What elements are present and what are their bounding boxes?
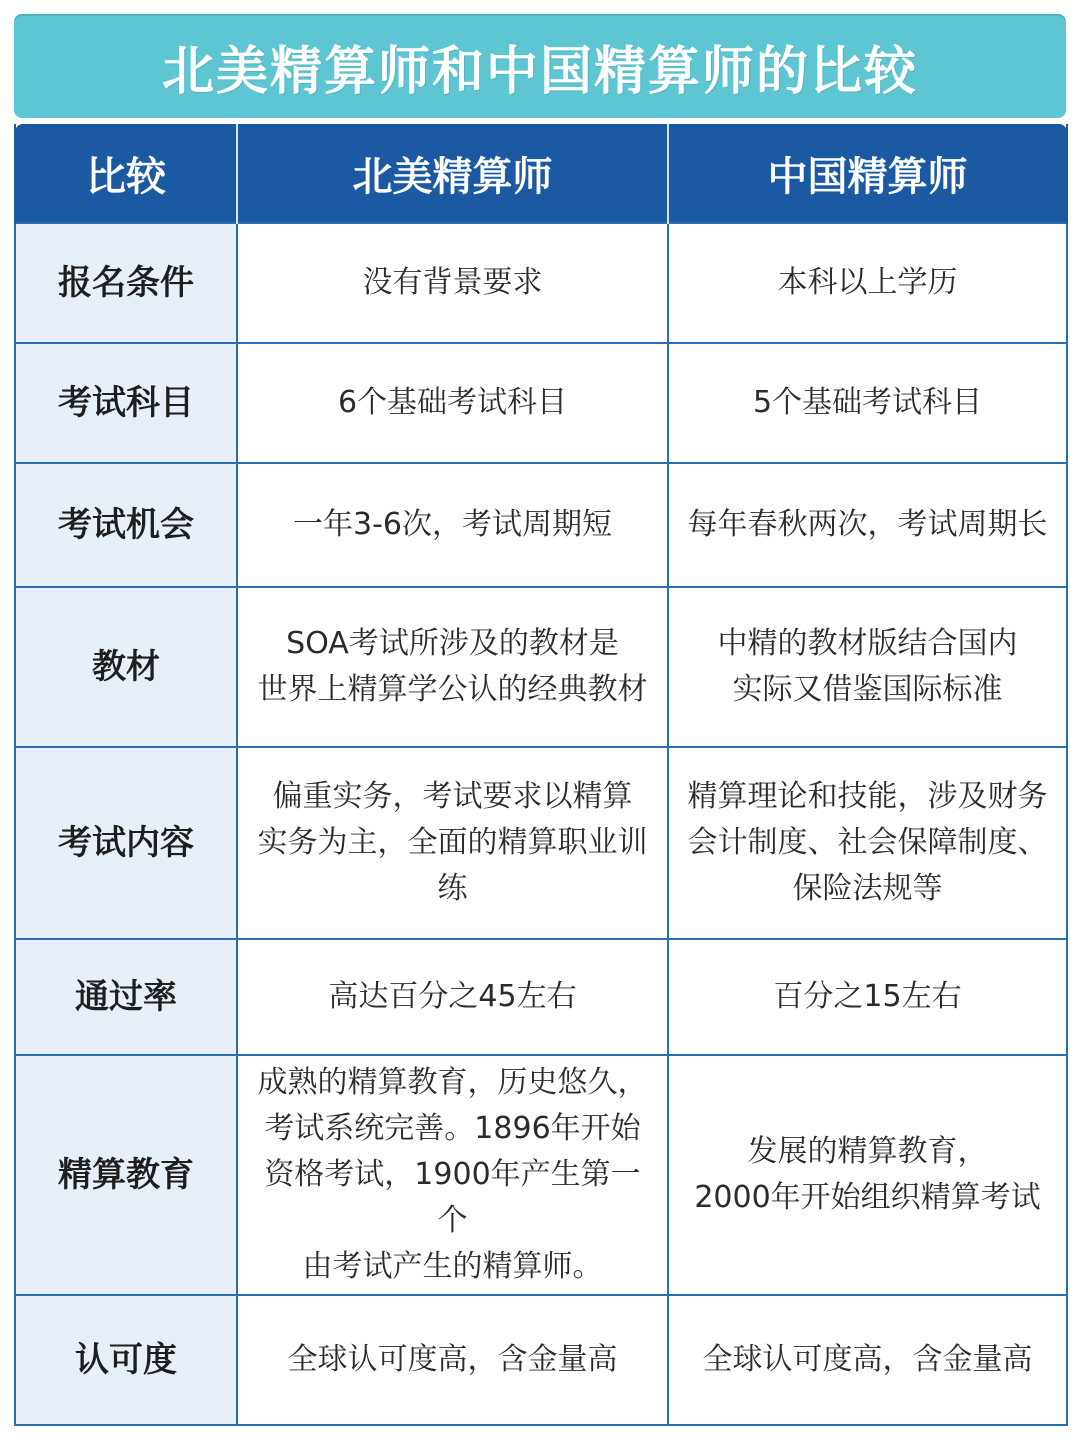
table-row — [15, 343, 1067, 463]
row-label: 教材 — [15, 587, 237, 747]
cell-text-line: 成熟的精算教育，历史悠久， — [257, 1065, 648, 1100]
cell-text-line: 6个基础考试科目 — [337, 385, 568, 420]
page-title: 北美精算师和中国精算师的比较 — [161, 41, 918, 102]
cell-china — [668, 1295, 1067, 1425]
cell-china — [668, 343, 1067, 463]
cell-text-line: 世界上精算学公认的经典教材 — [257, 672, 648, 707]
cell-text-line: 实务为主，全面的精算职业训练 — [257, 825, 648, 906]
cell-china — [668, 463, 1067, 587]
table-row — [15, 1055, 1067, 1295]
row-label: 报名条件 — [15, 223, 237, 343]
cell-text-line: 保险法规等 — [792, 871, 943, 906]
cell-text-line: 发展的精算教育， — [747, 1134, 988, 1169]
cell-text-line: 5个基础考试科目 — [752, 385, 983, 420]
cell-text-line: 全球认可度高，含金量高 — [287, 1342, 618, 1377]
cell-china — [668, 1055, 1067, 1295]
cell-text-line: 精算理论和技能，涉及财务 — [687, 779, 1048, 814]
cell-text-line: SOA考试所涉及的教材是 — [286, 626, 619, 661]
cell-north-america — [237, 747, 668, 939]
row-label: 精算教育 — [15, 1055, 237, 1295]
cell-north-america — [237, 939, 668, 1055]
cell-north-america — [237, 1055, 668, 1295]
cell-text-line: 每年春秋两次，考试周期长 — [687, 507, 1048, 542]
comparison-table-wrapper — [14, 124, 1066, 1422]
header-compare: 比较 — [15, 124, 237, 223]
table-row — [15, 463, 1067, 587]
table-row — [15, 1295, 1067, 1425]
cell-north-america — [237, 343, 668, 463]
comparison-table — [14, 124, 1068, 1426]
cell-china — [668, 939, 1067, 1055]
cell-text-line: 本科以上学历 — [777, 265, 958, 300]
table-header-row — [15, 124, 1067, 223]
cell-north-america — [237, 223, 668, 343]
cell-text-line: 全球认可度高，含金量高 — [702, 1342, 1033, 1377]
table-body — [15, 223, 1067, 1425]
cell-text-line: 没有背景要求 — [362, 265, 543, 300]
cell-text-line: 资格考试，1900年产生第一个 — [264, 1157, 641, 1238]
cell-china — [668, 223, 1067, 343]
cell-text-line: 由考试产生的精算师。 — [302, 1249, 603, 1284]
cell-china — [668, 747, 1067, 939]
cell-text-line: 一年3-6次，考试周期短 — [293, 507, 612, 542]
row-label: 认可度 — [15, 1295, 237, 1425]
header-north-america: 北美精算师 — [237, 124, 668, 223]
table-row — [15, 747, 1067, 939]
table-row — [15, 587, 1067, 747]
cell-north-america — [237, 463, 668, 587]
cell-text-line: 高达百分之45左右 — [328, 979, 577, 1014]
cell-text-line: 考试系统完善。1896年开始 — [264, 1111, 641, 1146]
table-row — [15, 939, 1067, 1055]
header-china: 中国精算师 — [668, 124, 1067, 223]
cell-text-line: 2000年开始组织精算考试 — [694, 1180, 1041, 1215]
table-row — [15, 223, 1067, 343]
cell-text-line: 中精的教材版结合国内 — [717, 626, 1018, 661]
cell-text-line: 会计制度、社会保障制度、 — [687, 825, 1048, 860]
cell-text-line: 百分之15左右 — [773, 979, 962, 1014]
row-label: 考试内容 — [15, 747, 237, 939]
title-banner — [14, 14, 1066, 118]
cell-text-line: 实际又借鉴国际标准 — [732, 672, 1003, 707]
row-label: 通过率 — [15, 939, 237, 1055]
cell-north-america — [237, 587, 668, 747]
cell-north-america — [237, 1295, 668, 1425]
cell-china — [668, 587, 1067, 747]
row-label: 考试机会 — [15, 463, 237, 587]
cell-text-line: 偏重实务，考试要求以精算 — [272, 779, 633, 814]
row-label: 考试科目 — [15, 343, 237, 463]
